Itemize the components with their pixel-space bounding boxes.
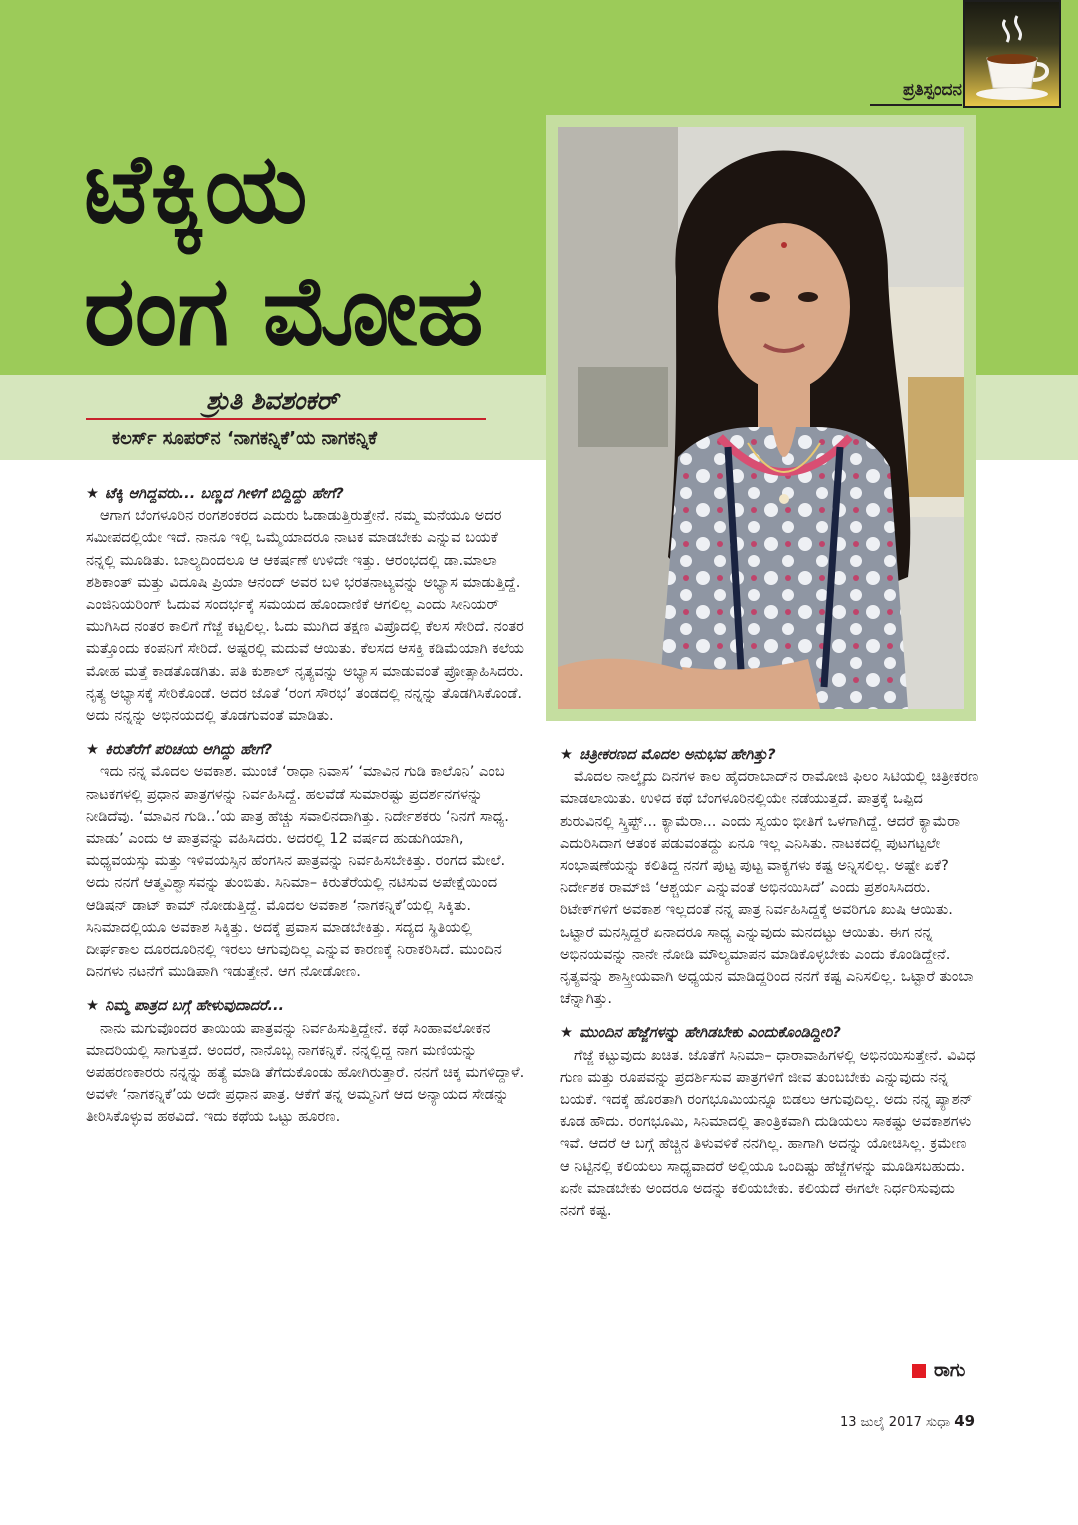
- article-column-right: [560, 744, 980, 1230]
- headline: [84, 128, 544, 372]
- star-icon: ★: [560, 1024, 574, 1042]
- answer: ಇದು ನನ್ನ ಮೊದಲ ಅವಕಾಶ. ಮುಂಚೆ ‘ರಾಧಾ ನಿವಾಸ’ ‘ಮಾವಿನ ಗುಡಿ ಕಾಲೊನಿ’ ಎಂಬ ನಾಟಕಗಳಲ್ಲಿ ಪ್ರಧಾನ ಪಾತ್ರಗಳನ್ನು ನಿರ್ವಹಿಸಿದ್ದೆ. ಹಲವೆಡೆ ಸುಮಾರಷ್ಟು ಪ್ರದರ್ಶನಗಳನ್ನು ನೀಡಿದೆವು. ‘ಮಾವಿನ ಗುಡಿ..’ಯ ಪಾತ್ರ ಹೆಚ್ಚು ಸವಾಲಿನದಾಗಿತ್ತು. ನಿರ್ದೇಶಕರು ‘ನಿನಗೆ ಸಾಧ್ಯ. ಮಾಡು’ ಎಂದು ಆ ಪಾತ್ರವನ್ನು ವಹಿಸಿದರು. ಅದರಲ್ಲಿ 12 ವರ್ಷದ ಹುಡುಗಿಯಾಗಿ, ಮಧ್ಯವಯಸ್ಸು ಮತ್ತು ಇಳಿವಯಸ್ಸಿನ ಹೆಂಗಸಿನ ಪಾತ್ರವನ್ನು ನಿರ್ವಹಿಸಬೇಕಿತ್ತು. ರಂಗದ ಮೇಲೆ. ಅದು ನನಗೆ ಆತ್ಮವಿಶ್ವಾಸವನ್ನು ತುಂಬಿತು. ಸಿನಿಮಾ– ಕಿರುತೆರೆಯಲ್ಲಿ ನಟಿಸುವ ಅಪೇಕ್ಷೆಯಿಂದ ಆಡಿಷನ್ ಡಾಟ್ ಕಾಮ್ ನೋಡುತ್ತಿದ್ದೆ. ಮೊದಲ ಅವಕಾಶ ‘ನಾಗಕನ್ನಿಕೆ’ಯಲ್ಲಿ ಸಿಕ್ಕಿತು. ಸಿನಿಮಾದಲ್ಲಿಯೂ ಅವಕಾಶ ಸಿಕ್ಕಿತ್ತು. ಅದಕ್ಕೆ ಪ್ರವಾಸ ಮಾಡಬೇಕಿತ್ತು. ಸದ್ಯದ ಸ್ಥಿತಿಯಲ್ಲಿ ದೀರ್ಘಕಾಲ ದೂರದೂರಿನಲ್ಲಿ ಇರಲು ಆಗುವುದಿಲ್ಲ ಎನ್ನುವ ಕಾರಣಕ್ಕೆ ನಿರಾಕರಿಸಿದೆ. ಮುಂದಿನ ದಿನಗಳು ನಟನೆಗೆ ಮುಡಿಪಾಗಿ ಇಡುತ್ತೇನೆ. ಆಗ ನೋಡೋಣ.: [86, 763, 509, 981]
- answer: ಮೊದಲ ನಾಲ್ಕೈದು ದಿನಗಳ ಕಾಲ ಹೈದರಾಬಾದ್‌ನ ರಾಮೋಜಿ ಫಿಲಂ ಸಿಟಿಯಲ್ಲಿ ಚಿತ್ರೀಕರಣ ಮಾಡಲಾಯಿತು. ಉಳಿದ ಕಥೆ ಬೆಂಗಳೂರಿನಲ್ಲಿಯೇ ನಡೆಯುತ್ತದೆ. ಪಾತ್ರಕ್ಕೆ ಒಪ್ಪಿದ ಶುರುವಿನಲ್ಲಿ ಸ್ಕ್ರಿಪ್ಟ್... ಕ್ಯಾಮೆರಾ... ಎಂದು ಸ್ವಯಂ ಭೀತಿಗೆ ಒಳಗಾಗಿದ್ದೆ. ಆದರೆ ಕ್ಯಾಮೆರಾ ಎದುರಿಸಿದಾಗ ಆತಂಕ ಪಡುವಂತದ್ದು ಏನೂ ಇಲ್ಲ ಎನಿಸಿತು. ನಾಟಕದಲ್ಲಿ ಪುಟಗಟ್ಟಲೇ ಸಂಭಾಷಣೆಯನ್ನು ಕಲಿತಿದ್ದ ನನಗೆ ಪುಟ್ಟ ಪುಟ್ಟ ವಾಕ್ಯಗಳು ಕಷ್ಟ ಅನ್ನಿಸಲಿಲ್ಲ. ಅಷ್ಟೇ ಏಕೆ? ನಿರ್ದೇಶಕ ರಾಮ್‌ಜಿ ‘ಆಶ್ಚರ್ಯ ಎನ್ನುವಂತೆ ಅಭಿನಯಿಸಿದೆ’ ಎಂದು ಪ್ರಶಂಸಿಸಿದರು. ರಿಟೇಕ್‌ಗಳಿಗೆ ಅವಕಾಶ ಇಲ್ಲದಂತೆ ನನ್ನ ಪಾತ್ರ ನಿರ್ವಹಿಸಿದ್ದಕ್ಕೆ ಅವರಿಗೂ ಖುಷಿ ಆಯಿತು. ಒಟ್ಟಾರೆ ಮನಸ್ಸಿದ್ದರೆ ಏನಾದರೂ ಸಾಧ್ಯ ಎನ್ನುವುದು ಮನದಟ್ಟು ಆಯಿತು. ಈಗ ನನ್ನ ಅಭಿನಯವನ್ನು ನಾನೇ ನೋಡಿ ಮೌಲ್ಯಮಾಪನ ಮಾಡಿಕೊಳ್ಳಬೇಕು ಎಂದು ಕೊಂಡಿದ್ದೇನೆ. ನೃತ್ಯವನ್ನು ಶಾಸ್ತ್ರೀಯವಾಗಿ ಅಧ್ಯಯನ ಮಾಡಿದ್ದರಿಂದ ನನಗೆ ಕಷ್ಟ ಎನಿಸಲಿಲ್ಲ. ಒಟ್ಟಾರೆ ತುಂಬಾ ಚೆನ್ನಾಗಿತ್ತು.: [560, 768, 979, 1008]
- signoff-name: ರಾಗು: [934, 1360, 966, 1381]
- byline-rule: [86, 418, 486, 420]
- red-square-icon: [912, 1364, 926, 1378]
- star-icon: ★: [86, 485, 100, 502]
- coffee-cup-icon: [963, 0, 1061, 108]
- section-tag: ಪ್ರತಿಸ್ಪಂದನ: [903, 80, 962, 100]
- folio-magazine: ಸುಧಾ: [926, 1415, 951, 1430]
- portrait-photo: [558, 127, 964, 709]
- page-folio: [840, 1412, 975, 1430]
- question: ★ ಮುಂದಿನ ಹೆಜ್ಜೆಗಳನ್ನು ಹೇಗಿಡಬೇಕು ಎಂದುಕೊಂಡಿದ್ದೀರಿ?: [560, 1024, 841, 1042]
- question: ★ ಚಿತ್ರೀಕರಣದ ಮೊದಲ ಅನುಭವ ಹೇಗಿತ್ತು?: [560, 746, 776, 763]
- question: ★ ನಿಮ್ಮ ಪಾತ್ರದ ಬಗ್ಗೆ ಹೇಳುವುದಾದರೆ...: [86, 997, 285, 1015]
- answer: ನಾನು ಮಗುವೊಂದರ ತಾಯಿಯ ಪಾತ್ರವನ್ನು ನಿರ್ವಹಿಸುತ್ತಿದ್ದೇನೆ. ಕಥೆ ಸಿಂಹಾವಲೋಕನ ಮಾದರಿಯಲ್ಲಿ ಸಾಗುತ್ತದೆ. ಅಂದರೆ, ನಾನೊಬ್ಬ ನಾಗಕನ್ನಿಕೆ. ನನ್ನಲ್ಲಿದ್ದ ನಾಗ ಮಣಿಯನ್ನು ಅಪಹರಣಕಾರರು ನನ್ನನ್ನು ಹತ್ಯೆ ಮಾಡಿ ತೆಗೆದುಕೊಂಡು ಹೋಗಿರುತ್ತಾರೆ. ನನಗೆ ಚಿಕ್ಕ ಮಗಳಿದ್ದಾಳೆ. ಅವಳೇ ‘ನಾಗಕನ್ನಿಕೆ’ಯ ಅದೇ ಪ್ರಧಾನ ಪಾತ್ರ. ಆಕೆಗೆ ತನ್ನ ಅಮ್ಮನಿಗೆ ಆದ ಅನ್ಯಾಯದ ಸೇಡನ್ನು ತೀರಿಸಿಕೊಳ್ಳುವ ಹಠವಿದೆ. ಇದು ಕಥೆಯ ಒಟ್ಟು ಹೂರಣ.: [86, 1019, 525, 1126]
- headline-line-2: ರಂಗ ಮೋಹ: [84, 255, 484, 367]
- article-column-left: [86, 483, 526, 1137]
- folio-date: 13 ಜುಲೈ 2017: [840, 1415, 922, 1430]
- star-icon: ★: [86, 741, 100, 759]
- answer: ಆಗಾಗ ಬೆಂಗಳೂರಿನ ರಂಗಶಂಕರದ ಎದುರು ಓಡಾಡುತ್ತಿರುತ್ತೇನೆ. ನಮ್ಮ ಮನೆಯೂ ಅದರ ಸಮೀಪದಲ್ಲಿಯೇ ಇದೆ. ನಾನೂ ಇಲ್ಲಿ ಒಮ್ಮೆಯಾದರೂ ನಾಟಕ ಮಾಡಬೇಕು ಎನ್ನುವ ಬಯಕೆ ನನ್ನಲ್ಲಿ ಮೂಡಿತು. ಬಾಲ್ಯದಿಂದಲೂ ಆ ಆಕರ್ಷಣೆ ಉಳಿದೇ ಇತ್ತು. ಆರಂಭದಲ್ಲಿ ಡಾ.ಮಾಲಾ ಶಶಿಕಾಂತ್ ಮತ್ತು ವಿದೂಷಿ ಪ್ರಿಯಾ ಆನಂದ್ ಅವರ ಬಳಿ ಭರತನಾಟ್ಯವನ್ನು ಅಭ್ಯಾಸ ಮಾಡುತ್ತಿದ್ದೆ. ಎಂಜಿನಿಯರಿಂಗ್ ಓದುವ ಸಂದರ್ಭಕ್ಕೆ ಸಮಯದ ಹೊಂದಾಣಿಕೆ ಆಗಲಿಲ್ಲ ಎಂದು ಸೀನಿಯರ್ ಮುಗಿಸಿದ ನಂತರ ಕಾಲಿಗೆ ಗೆಜ್ಜೆ ಕಟ್ಟಲಿಲ್ಲ. ಓದು ಮುಗಿದ ತಕ್ಷಣ ವಿಪ್ರೊದಲ್ಲಿ ಕೆಲಸ ಸೇರಿದೆ. ನಂತರ ಮತ್ತೊಂದು ಕಂಪನಿಗೆ ಸೇರಿದೆ. ಅಷ್ಟರಲ್ಲಿ ಮದುವೆ ಆಯಿತು. ಕೆಲಸದ ಆಸಕ್ತಿ ಕಡಿಮೆಯಾಗಿ ಕಲೆಯ ಮೋಹ ಮತ್ತೆ ಕಾಡತೊಡಗಿತು. ಪತಿ ಕುಶಾಲ್ ನೃತ್ಯವನ್ನು ಅಭ್ಯಾಸ ಮಾಡುವಂತೆ ಪ್ರೋತ್ಸಾಹಿಸಿದರು. ನೃತ್ಯ ಅಭ್ಯಾಸಕ್ಕೆ ಸೇರಿಕೊಂಡೆ. ಅದರ ಜೊತೆ ‘ರಂಗ ಸೌರಭ’ ತಂಡದಲ್ಲಿ ನನ್ನನ್ನು ತೊಡಗಿಸಿಕೊಂಡೆ. ಅದು ನನ್ನನ್ನು ಅಭಿನಯದಲ್ಲಿ ತೊಡಗುವಂತೆ ಮಾಡಿತು.: [86, 507, 524, 725]
- headline-line-1: ಟೆಕ್ಕಿಯ: [84, 133, 308, 245]
- answer: ಗೆಜ್ಜೆ ಕಟ್ಟುವುದು ಖಚಿತ. ಜೊತೆಗೆ ಸಿನಿಮಾ– ಧಾರಾವಾಹಿಗಳಲ್ಲಿ ಅಭಿನಯಿಸುತ್ತೇನೆ. ವಿವಿಧ ಗುಣ ಮತ್ತು ರೂಪವನ್ನು ಪ್ರದರ್ಶಿಸುವ ಪಾತ್ರಗಳಿಗೆ ಜೀವ ತುಂಬಬೇಕು ಎನ್ನುವುದು ನನ್ನ ಬಯಕೆ. ಇದಕ್ಕೆ ಹೊರತಾಗಿ ರಂಗಭೂಮಿಯನ್ನೂ ಬಿಡಲು ಆಗುವುದಿಲ್ಲ. ಅದು ನನ್ನ ಪ್ಯಾಶನ್ ಕೂಡ ಹೌದು. ರಂಗಭೂಮಿ, ಸಿನಿಮಾದಲ್ಲಿ ತಾಂತ್ರಿಕವಾಗಿ ದುಡಿಯಲು ಸಾಕಷ್ಟು ಅವಕಾಶಗಳು ಇವೆ. ಆದರೆ ಆ ಬಗ್ಗೆ ಹೆಚ್ಚಿನ ತಿಳುವಳಿಕೆ ನನಗಿಲ್ಲ. ಹಾಗಾಗಿ ಅದನ್ನು ಯೋಚಿಸಿಲ್ಲ. ಕ್ರಮೇಣ ಆ ನಿಟ್ಟಿನಲ್ಲಿ ಕಲಿಯಲು ಸಾಧ್ಯವಾದರೆ ಅಲ್ಲಿಯೂ ಒಂದಿಷ್ಟು ಹೆಜ್ಜೆಗಳನ್ನು ಮೂಡಿಸಬಹುದು. ಏನೇ ಮಾಡಬೇಕು ಅಂದರೂ ಅದನ್ನು ಕಲಿಯಬೇಕು. ಕಲಿಯದೆ ಈಗಲೇ ನಿರ್ಧರಿಸುವುದು ನನಗೆ ಕಷ್ಟ.: [560, 1046, 976, 1220]
- page-number: 49: [954, 1412, 976, 1430]
- question: ★ ಟೆಕ್ಕಿ ಆಗಿದ್ದವರು... ಬಣ್ಣದ ಗೀಳಿಗೆ ಬಿದ್ದಿದ್ದು ಹೇಗೆ?: [86, 485, 344, 502]
- byline-author: ಶ್ರುತಿ ಶಿವಶಂಕರ್: [206, 386, 338, 415]
- signoff: [912, 1360, 965, 1381]
- question: ★ ಕಿರುತೆರೆಗೆ ಪರಿಚಯ ಆಗಿದ್ದು ಹೇಗೆ?: [86, 741, 273, 759]
- profile-line: ಕಲರ್ಸ್ ಸೂಪರ್‌ನ ‘ನಾಗಕನ್ನಿಕೆ’ಯ ನಾಗಕನ್ನಿಕೆ: [112, 428, 378, 449]
- section-divider: [870, 104, 962, 106]
- portrait-photo-frame: [546, 115, 976, 721]
- star-icon: ★: [86, 997, 100, 1015]
- star-icon: ★: [560, 746, 574, 763]
